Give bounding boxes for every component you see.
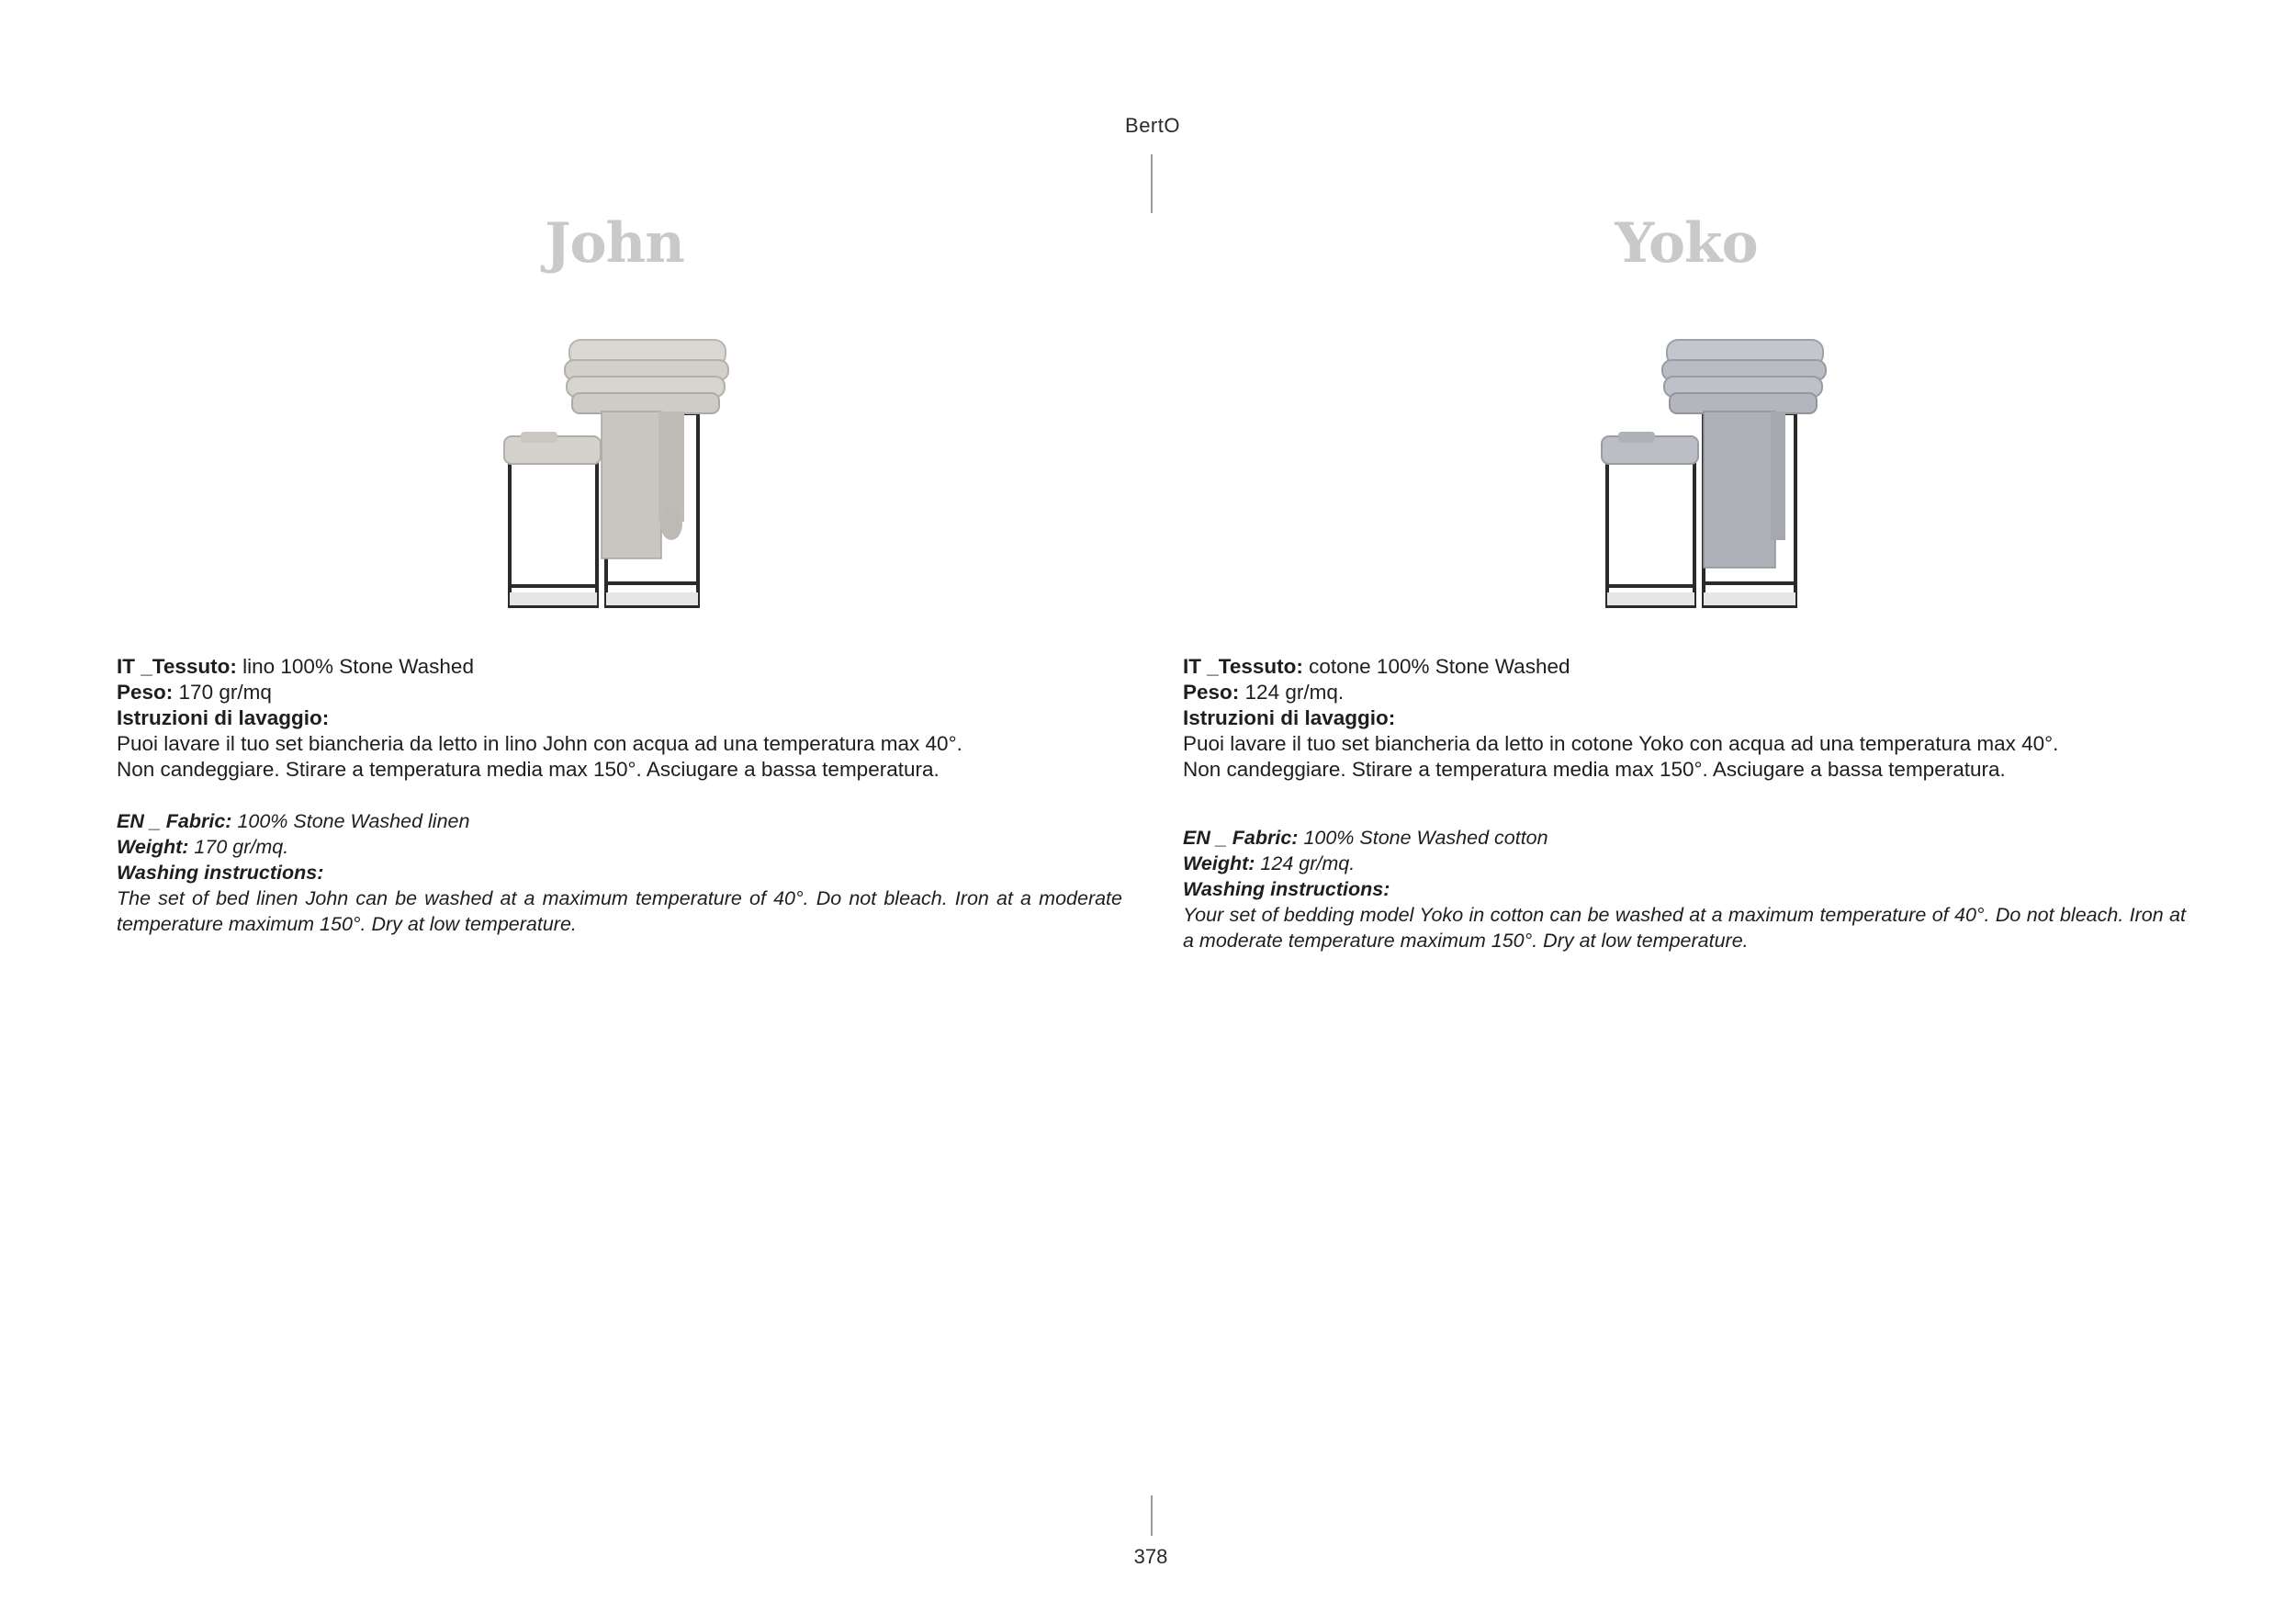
en-fabric-value: 100% Stone Washed linen: [237, 810, 470, 832]
product-title-john: John: [545, 211, 684, 276]
it-wash-line2: Non candeggiare. Stirare a temperatura media max 150°. Asciugare a bassa temperatura.: [117, 758, 940, 781]
it-weight-label: Peso:: [117, 681, 174, 704]
en-weight-label: Weight:: [117, 836, 189, 858]
brand-logo: BertO: [1125, 114, 1180, 137]
en-wash-label: Washing instructions:: [1183, 878, 1390, 900]
it-fabric-label: IT _Tessuto:: [1183, 655, 1303, 678]
divider-top: [1151, 154, 1153, 213]
en-fabric-label: EN _ Fabric:: [117, 810, 232, 832]
divider-bottom: [1151, 1495, 1153, 1536]
it-weight-label: Peso:: [1183, 681, 1240, 704]
it-fabric-value: lino 100% Stone Washed: [242, 655, 474, 678]
it-wash-label: Istruzioni di lavaggio:: [1183, 706, 1396, 729]
en-weight-value: 170 gr/mq.: [194, 836, 289, 858]
product-image-yoko: [1598, 331, 1837, 611]
en-fabric-value: 100% Stone Washed cotton: [1303, 827, 1548, 849]
it-fabric-label: IT _Tessuto:: [117, 655, 237, 678]
product-image-john: [501, 331, 739, 611]
en-wash-text: The set of bed linen John can be washed at a maximum temperature of 40°. Do not bleach. Iron at a moderate temperature maximum 150°. Dry at low temperature.: [117, 887, 1122, 935]
product-details-yoko: [1183, 654, 2186, 953]
en-fabric-label: EN _ Fabric:: [1183, 827, 1299, 849]
product-details-john: [117, 654, 1122, 937]
it-wash-label: Istruzioni di lavaggio:: [117, 706, 330, 729]
en-wash-text: Your set of bedding model Yoko in cotton can be washed at a maximum temperature of 40°. Do not bleach. Iron at a moderate temperature maximum 150°. Dry at low temperature.: [1183, 904, 2186, 952]
page-number: 378: [1133, 1545, 1168, 1568]
en-wash-label: Washing instructions:: [117, 862, 324, 884]
it-wash-line2: Non candeggiare. Stirare a temperatura media max 150°. Asciugare a bassa temperatura.: [1183, 758, 2006, 781]
en-weight-value: 124 gr/mq.: [1260, 852, 1356, 874]
it-fabric-value: cotone 100% Stone Washed: [1309, 655, 1570, 678]
it-weight-value: 170 gr/mq: [178, 681, 272, 704]
product-title-yoko: Yoko: [1615, 211, 1758, 276]
it-wash-line1: Puoi lavare il tuo set biancheria da letto in lino John con acqua ad una temperatura max 40°.: [117, 732, 962, 755]
it-wash-line1: Puoi lavare il tuo set biancheria da letto in cotone Yoko con acqua ad una temperatura max 40°.: [1183, 732, 2059, 755]
it-weight-value: 124 gr/mq.: [1244, 681, 1345, 704]
en-weight-label: Weight:: [1183, 852, 1255, 874]
